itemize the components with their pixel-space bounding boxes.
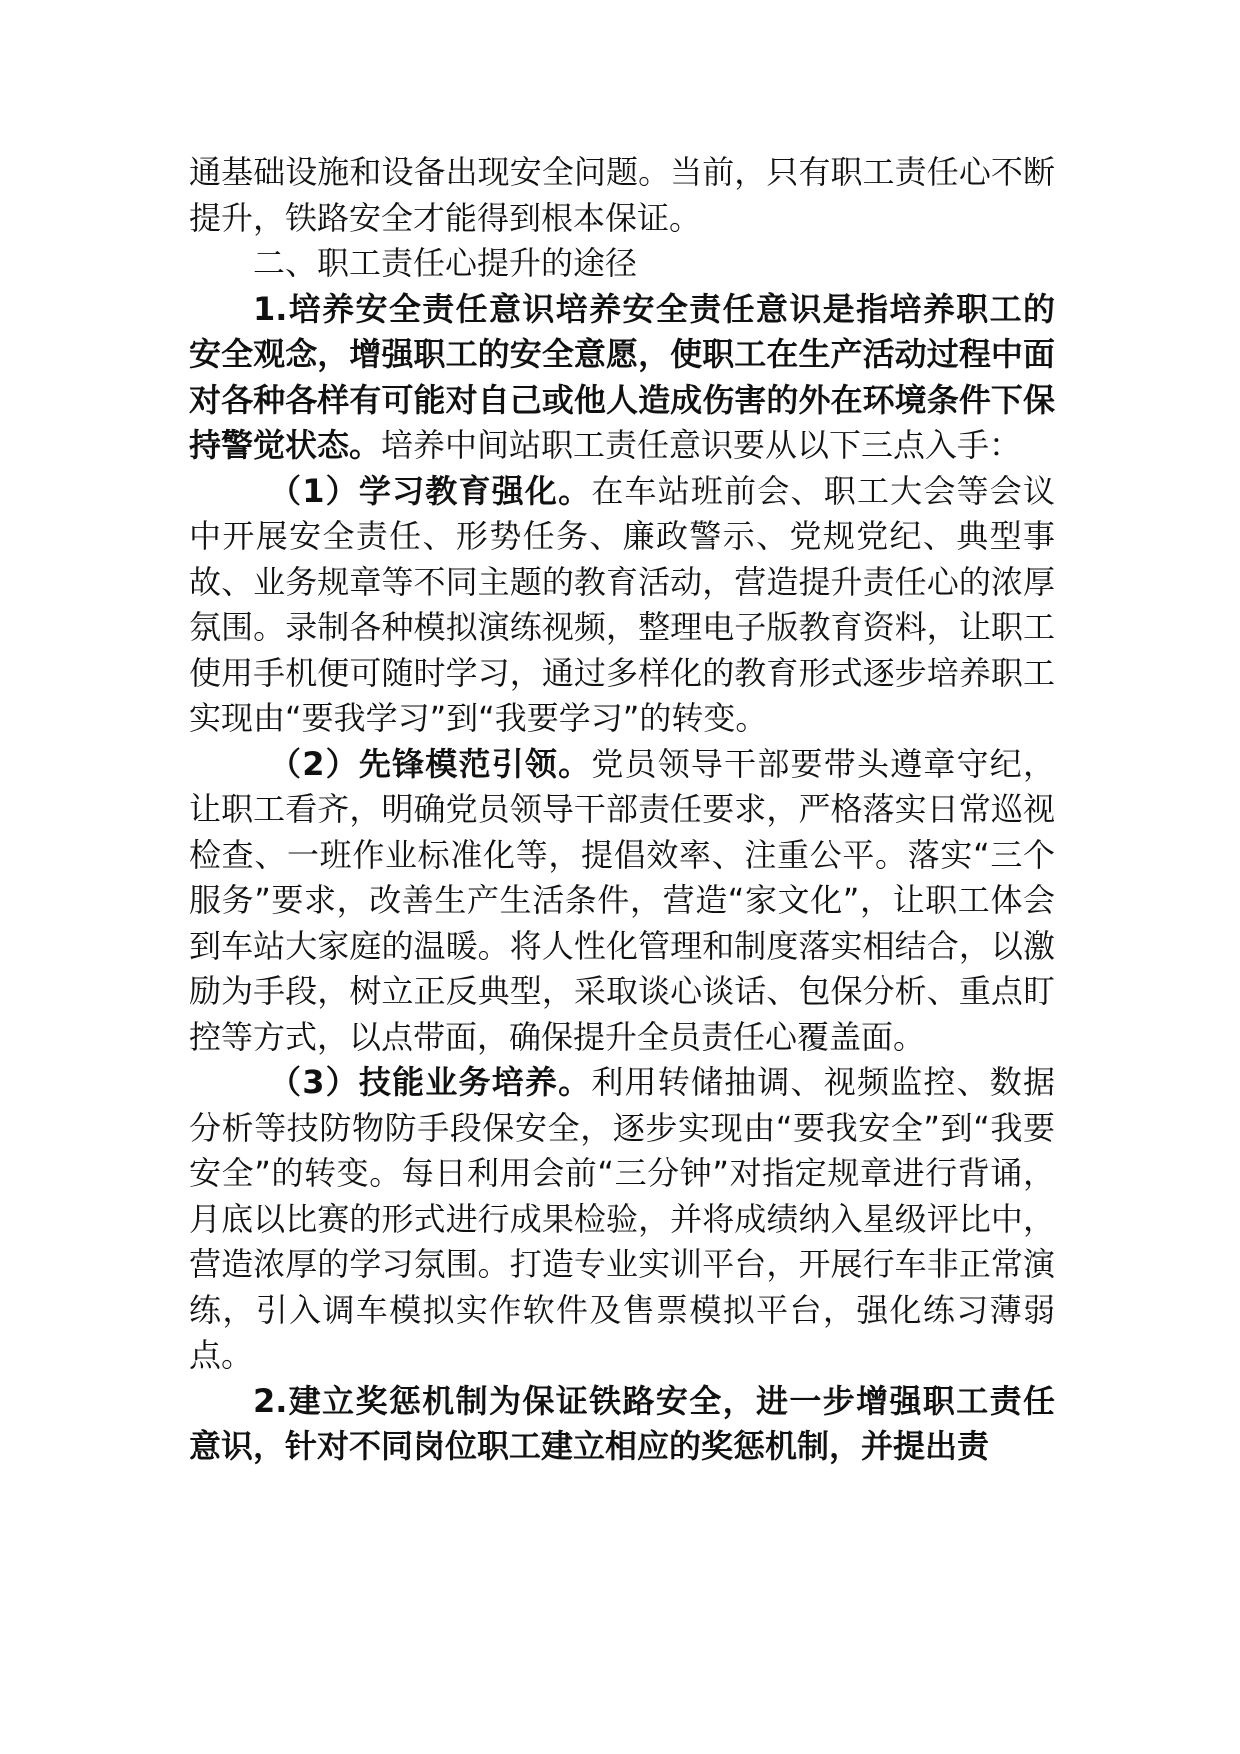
section-heading [189, 241, 1055, 287]
paragraph-1 [189, 287, 1055, 469]
paragraph-lead-bold: （1）学习教育强化。 [269, 471, 592, 510]
paragraph-lead-bold: （3）技能业务培养。 [269, 1063, 592, 1101]
document-page [189, 150, 1055, 1470]
paragraph-text: 培养中间站职工责任意识要从以下三点入手： [381, 426, 1022, 464]
paragraph-lead-bold: 1.培养安全责任意识培养安全责任意识是指培养职工的安全观念，增强职工的安全意愿，使职工在生产活动过程中面对各种各样有可能对自己或他人造成伤害的外在环境条件下保持警觉状态。 [189, 289, 1055, 464]
paragraph-text: 利用转储抽调、视频监控、数据分析等技防物防手段保安全，逐步实现由“要我安全”到“我要安全”的转变。每日利用会前“三分钟”对指定规章进行背诵，月底以比赛的形式进行成果检验，并将成绩纳入星级评比中，营造浓厚的学习氛围。打造专业实训平台，开展行车非正常演练，引入调车模拟实作软件及售票模拟平台，强化练习薄弱点。 [189, 1063, 1055, 1374]
paragraph-sub-2 [189, 742, 1055, 1061]
paragraph-text: 通基础设施和设备出现安全问题。当前，只有职工责任心不断提升，铁路安全才能得到根本保证。 [189, 153, 1055, 237]
paragraph-lead-bold: 2.建立奖惩机制为保证铁路安全，进一步增强职工责任意识，针对不同岗位职工建立相应的奖惩机制，并提出责 [189, 1381, 1055, 1465]
paragraph-2 [189, 1379, 1055, 1470]
paragraph-sub-3 [189, 1060, 1055, 1379]
paragraph-continuation [189, 150, 1055, 241]
paragraph-text: 党员领导干部要带头遵章守纪，让职工看齐，明确党员领导干部责任要求，严格落实日常巡视检查、一班作业标准化等，提倡效率、注重公平。落实“三个服务”要求，改善生产生活条件，营造“家文化”，让职工体会到车站大家庭的温暖。将人性化管理和制度落实相结合，以激励为手段，树立正反典型，采取谈心谈话、包保分析、重点盯控等方式，以点带面，确保提升全员责任心覆盖面。 [189, 744, 1055, 1056]
paragraph-lead-bold: （2）先锋模范引领。 [269, 744, 592, 783]
section-heading-text: 二、职工责任心提升的途径 [253, 244, 638, 282]
paragraph-sub-1 [189, 469, 1055, 742]
paragraph-text: 在车站班前会、职工大会等会议中开展安全责任、形势任务、廉政警示、党规党纪、典型事故、业务规章等不同主题的教育活动，营造提升责任心的浓厚氛围。录制各种模拟演练视频，整理电子版教育资料，让职工使用手机便可随时学习，通过多样化的教育形式逐步培养职工实现由“要我学习”到“我要学习”的转变。 [189, 471, 1055, 737]
